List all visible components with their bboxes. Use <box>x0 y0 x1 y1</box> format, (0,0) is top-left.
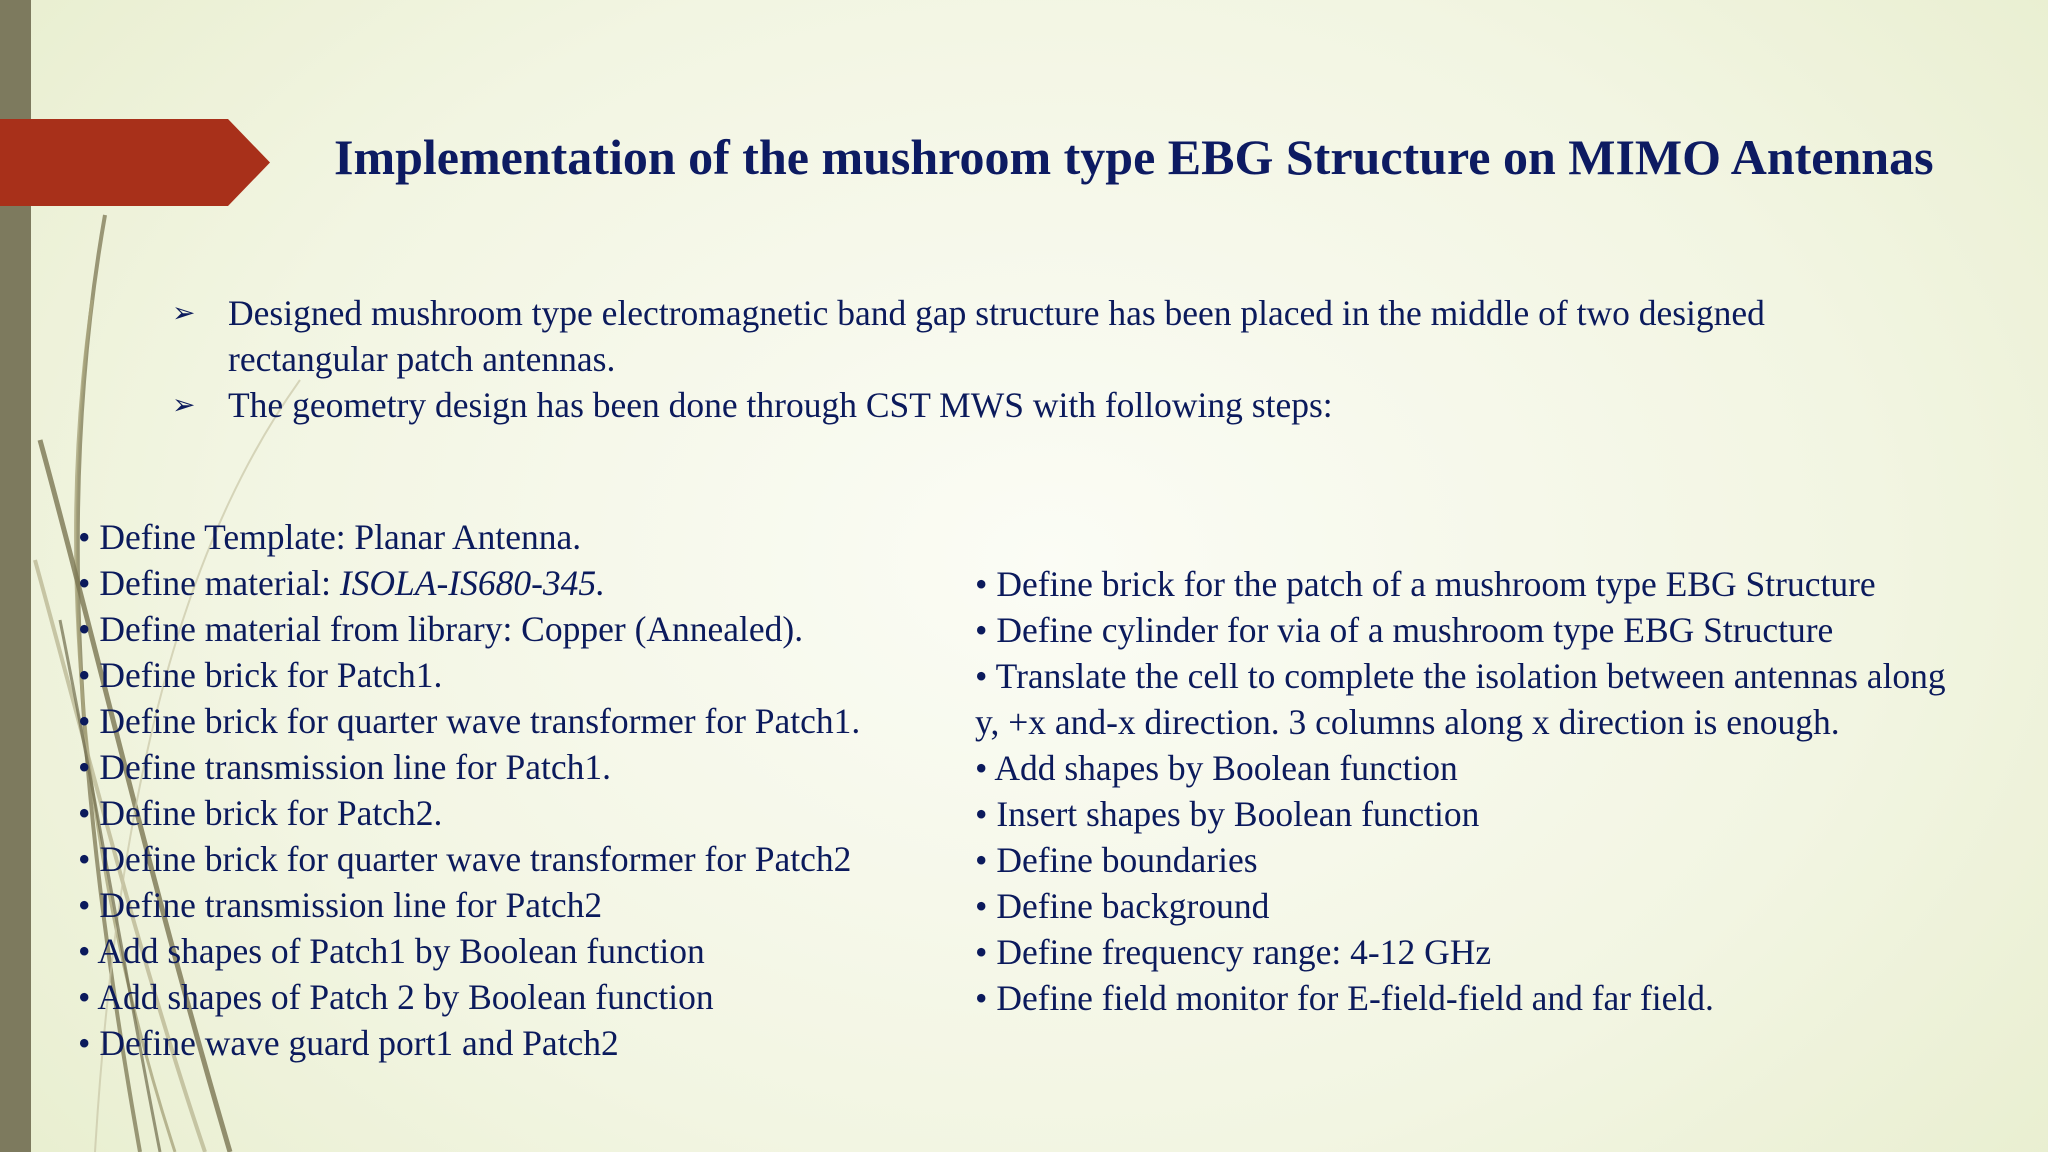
right-steps-list <box>975 561 1946 1021</box>
list-item-text: Define brick for the patch of a mushroom type EBG Structure <box>996 564 1876 604</box>
bullet-icon: • <box>78 609 91 649</box>
list-item <box>78 790 860 836</box>
list-item <box>78 514 860 560</box>
bullet-icon: • <box>975 840 988 880</box>
list-item <box>78 974 860 1020</box>
list-item-text: Add shapes of Patch 2 by Boolean function <box>97 977 714 1017</box>
bullet-icon: • <box>975 932 988 972</box>
bullet-icon: • <box>78 701 91 741</box>
list-item-text: Define cylinder for via of a mushroom type EBG Structure <box>996 610 1834 650</box>
list-item <box>78 882 860 928</box>
list-item-text: Define brick for Patch2. <box>99 793 443 833</box>
list-item-text: Define Template: Planar Antenna. <box>99 517 582 557</box>
bullet-icon: • <box>78 1023 91 1063</box>
list-item <box>975 607 1946 653</box>
intro-item-text: Designed mushroom type electromagnetic band gap structure has been placed in the middle of two designed rectangular patch antennas. <box>228 293 1765 379</box>
list-item-text: Define brick for quarter wave transformer for Patch1. <box>99 701 861 741</box>
bullet-icon: • <box>78 563 91 603</box>
bullet-icon: • <box>975 610 988 650</box>
list-item-text: Add shapes of Patch1 by Boolean function <box>97 931 705 971</box>
list-item <box>975 561 1946 607</box>
intro-item-text: The geometry design has been done through CST MWS with following steps: <box>228 385 1333 425</box>
arrow-bullet-icon: ➢ <box>172 296 196 329</box>
left-steps-list <box>78 514 860 1066</box>
intro-item <box>172 290 1912 382</box>
list-item <box>78 1020 860 1066</box>
bullet-icon: • <box>975 656 988 696</box>
list-item-text: Define material: <box>99 563 340 603</box>
list-item-text: Define wave guard port1 and Patch2 <box>99 1023 619 1063</box>
list-item <box>975 837 1946 883</box>
bullet-icon: • <box>78 839 91 879</box>
title-accent-arrow <box>0 119 270 206</box>
bullet-icon: • <box>975 886 988 926</box>
list-item-text: Define boundaries <box>996 840 1258 880</box>
list-item <box>975 791 1946 837</box>
list-item-text: Define brick for quarter wave transformer for Patch2 <box>99 839 852 879</box>
list-item <box>78 560 860 606</box>
list-item-text: Define brick for Patch1. <box>99 655 443 695</box>
list-item-text: y, +x and-x direction. 3 columns along x direction is enough. <box>975 702 1840 742</box>
list-item-text: Define transmission line for Patch2 <box>99 885 603 925</box>
intro-bullet-list <box>172 290 1912 428</box>
bullet-icon: • <box>78 977 91 1017</box>
bullet-icon: • <box>78 885 91 925</box>
list-item-text: Define frequency range: 4-12 GHz <box>996 932 1492 972</box>
list-item <box>975 883 1946 929</box>
bullet-icon: • <box>78 517 91 557</box>
list-item-text: Define field monitor for E-field-field and far field. <box>996 978 1714 1018</box>
bullet-icon: • <box>78 655 91 695</box>
bullet-icon: • <box>78 793 91 833</box>
list-item <box>78 652 860 698</box>
bullet-icon: • <box>78 931 91 971</box>
list-item-text: Add shapes by Boolean function <box>994 748 1458 788</box>
list-item <box>975 975 1946 1021</box>
list-item-continuation <box>975 699 1946 745</box>
bullet-icon: • <box>975 564 988 604</box>
list-item-text: Define background <box>996 886 1270 926</box>
list-item <box>78 698 860 744</box>
list-item <box>975 929 1946 975</box>
list-item-text: Insert shapes by Boolean function <box>996 794 1480 834</box>
list-item <box>975 745 1946 791</box>
arrow-bullet-icon: ➢ <box>172 388 196 421</box>
slide-title: Implementation of the mushroom type EBG Structure on MIMO Antennas <box>334 129 1934 185</box>
list-item-text: Define transmission line for Patch1. <box>99 747 611 787</box>
list-item <box>78 836 860 882</box>
list-item-text: Define material from library: Copper (Annealed). <box>99 609 804 649</box>
material-name: ISOLA-IS680-345. <box>339 563 606 603</box>
list-item <box>78 928 860 974</box>
list-item <box>78 606 860 652</box>
bullet-icon: • <box>975 748 988 788</box>
bullet-icon: • <box>975 978 988 1018</box>
list-item <box>975 653 1946 699</box>
bullet-icon: • <box>975 794 988 834</box>
list-item <box>78 744 860 790</box>
bullet-icon: • <box>78 747 91 787</box>
intro-item <box>172 382 1912 428</box>
list-item-text: Translate the cell to complete the isolation between antennas along <box>995 656 1946 696</box>
